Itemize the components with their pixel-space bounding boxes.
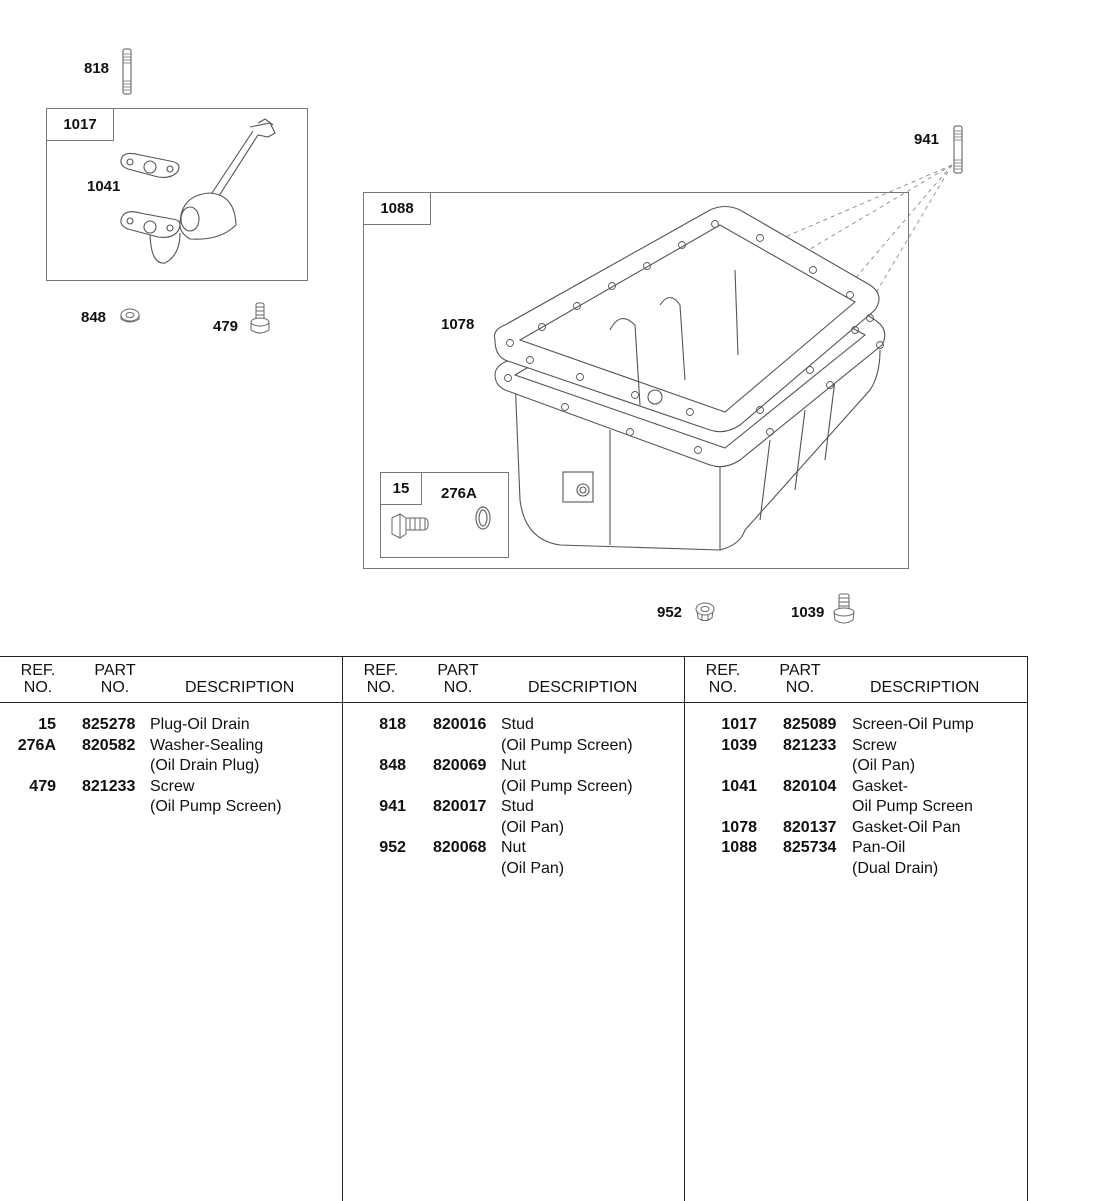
description: Stud (Oil Pump Screen) bbox=[501, 716, 633, 754]
table-rows bbox=[0, 715, 342, 818]
description: Nut (Oil Pump Screen) bbox=[501, 757, 633, 795]
table-row bbox=[685, 818, 1027, 839]
part-no: 821233 bbox=[783, 736, 837, 754]
table-header bbox=[685, 657, 1027, 703]
table-row bbox=[0, 736, 342, 777]
ref-no: 941 bbox=[379, 798, 406, 815]
ref-no: 479 bbox=[29, 777, 56, 795]
callout-848: 848 bbox=[81, 309, 107, 326]
header-description: DESCRIPTION bbox=[528, 679, 638, 696]
drain-plug-15-icon bbox=[388, 508, 438, 544]
table-rows bbox=[343, 715, 685, 879]
parts-table-column-1 bbox=[0, 657, 342, 1201]
table-rows bbox=[685, 715, 1027, 879]
ref-no: 15 bbox=[38, 716, 56, 733]
ref-no: 1088 bbox=[721, 839, 757, 856]
ref-no: 1078 bbox=[721, 818, 757, 836]
callout-1017: 1017 bbox=[47, 109, 114, 141]
description: Gasket-Oil Pan bbox=[852, 818, 961, 836]
header-part-no: PART NO. bbox=[94, 662, 136, 696]
table-row bbox=[343, 838, 685, 879]
table-row bbox=[685, 777, 1027, 818]
ref-no: 952 bbox=[379, 839, 406, 856]
part-no: 825278 bbox=[82, 716, 136, 733]
oil-pan-icon bbox=[470, 200, 910, 560]
header-part-no: PART NO. bbox=[779, 662, 821, 696]
header-ref-no: REF. NO. bbox=[363, 662, 399, 696]
description: Nut (Oil Pan) bbox=[501, 839, 565, 877]
part-no: 820069 bbox=[433, 757, 487, 774]
description: Screen-Oil Pump bbox=[852, 716, 974, 733]
callout-1088: 1088 bbox=[364, 193, 431, 225]
table-row bbox=[0, 715, 342, 736]
part-no: 821233 bbox=[82, 777, 136, 795]
ref-no: 1017 bbox=[721, 716, 757, 733]
part-no: 820137 bbox=[783, 818, 837, 836]
table-row bbox=[343, 715, 685, 756]
ref-no: 818 bbox=[379, 716, 406, 733]
header-ref-no: REF. NO. bbox=[705, 662, 741, 696]
ref-no: 276A bbox=[17, 736, 56, 754]
description: Pan-Oil (Dual Drain) bbox=[852, 839, 939, 877]
table-header bbox=[343, 657, 685, 703]
ref-no: 848 bbox=[379, 757, 406, 774]
description: Plug-Oil Drain bbox=[150, 716, 250, 733]
table-row bbox=[343, 797, 685, 838]
callout-941: 941 bbox=[914, 131, 940, 148]
table-header bbox=[0, 657, 342, 703]
parts-table bbox=[0, 656, 1028, 1201]
part-no: 825089 bbox=[783, 716, 837, 733]
callout-1078: 1078 bbox=[441, 316, 475, 333]
header-description: DESCRIPTION bbox=[870, 679, 980, 696]
header-part-no: PART NO. bbox=[437, 662, 479, 696]
table-row bbox=[343, 756, 685, 797]
description: Washer-Sealing (Oil Drain Plug) bbox=[150, 736, 264, 774]
nut-952-icon bbox=[693, 600, 717, 624]
description: Screw (Oil Pan) bbox=[852, 736, 916, 774]
callout-479: 479 bbox=[213, 318, 239, 335]
part-no: 820068 bbox=[433, 839, 487, 856]
callout-1041: 1041 bbox=[87, 178, 121, 195]
screw-1039-icon bbox=[831, 592, 857, 626]
description: Stud (Oil Pan) bbox=[501, 798, 565, 836]
callout-276a: 276A bbox=[441, 485, 477, 502]
ref-no: 1039 bbox=[721, 736, 757, 754]
parts-table-column-2 bbox=[342, 657, 685, 1201]
washer-276a-icon bbox=[473, 504, 493, 532]
header-ref-no: REF. NO. bbox=[20, 662, 56, 696]
table-row bbox=[0, 777, 342, 818]
callout-818: 818 bbox=[84, 60, 110, 77]
description: Gasket- Oil Pump Screen bbox=[852, 777, 973, 815]
part-no: 820016 bbox=[433, 716, 487, 733]
callout-1039: 1039 bbox=[791, 604, 825, 621]
part-no: 820104 bbox=[783, 777, 837, 795]
part-no: 825734 bbox=[783, 839, 837, 856]
table-row bbox=[685, 736, 1027, 777]
callout-952: 952 bbox=[657, 604, 683, 621]
table-row bbox=[685, 838, 1027, 879]
ref-no: 1041 bbox=[721, 777, 757, 795]
description: Screw (Oil Pump Screen) bbox=[150, 777, 282, 815]
callout-15: 15 bbox=[381, 473, 422, 505]
part-no: 820582 bbox=[82, 736, 136, 754]
header-description: DESCRIPTION bbox=[185, 679, 295, 696]
table-row bbox=[685, 715, 1027, 736]
part-no: 820017 bbox=[433, 798, 487, 815]
parts-table-column-3 bbox=[684, 657, 1027, 1201]
